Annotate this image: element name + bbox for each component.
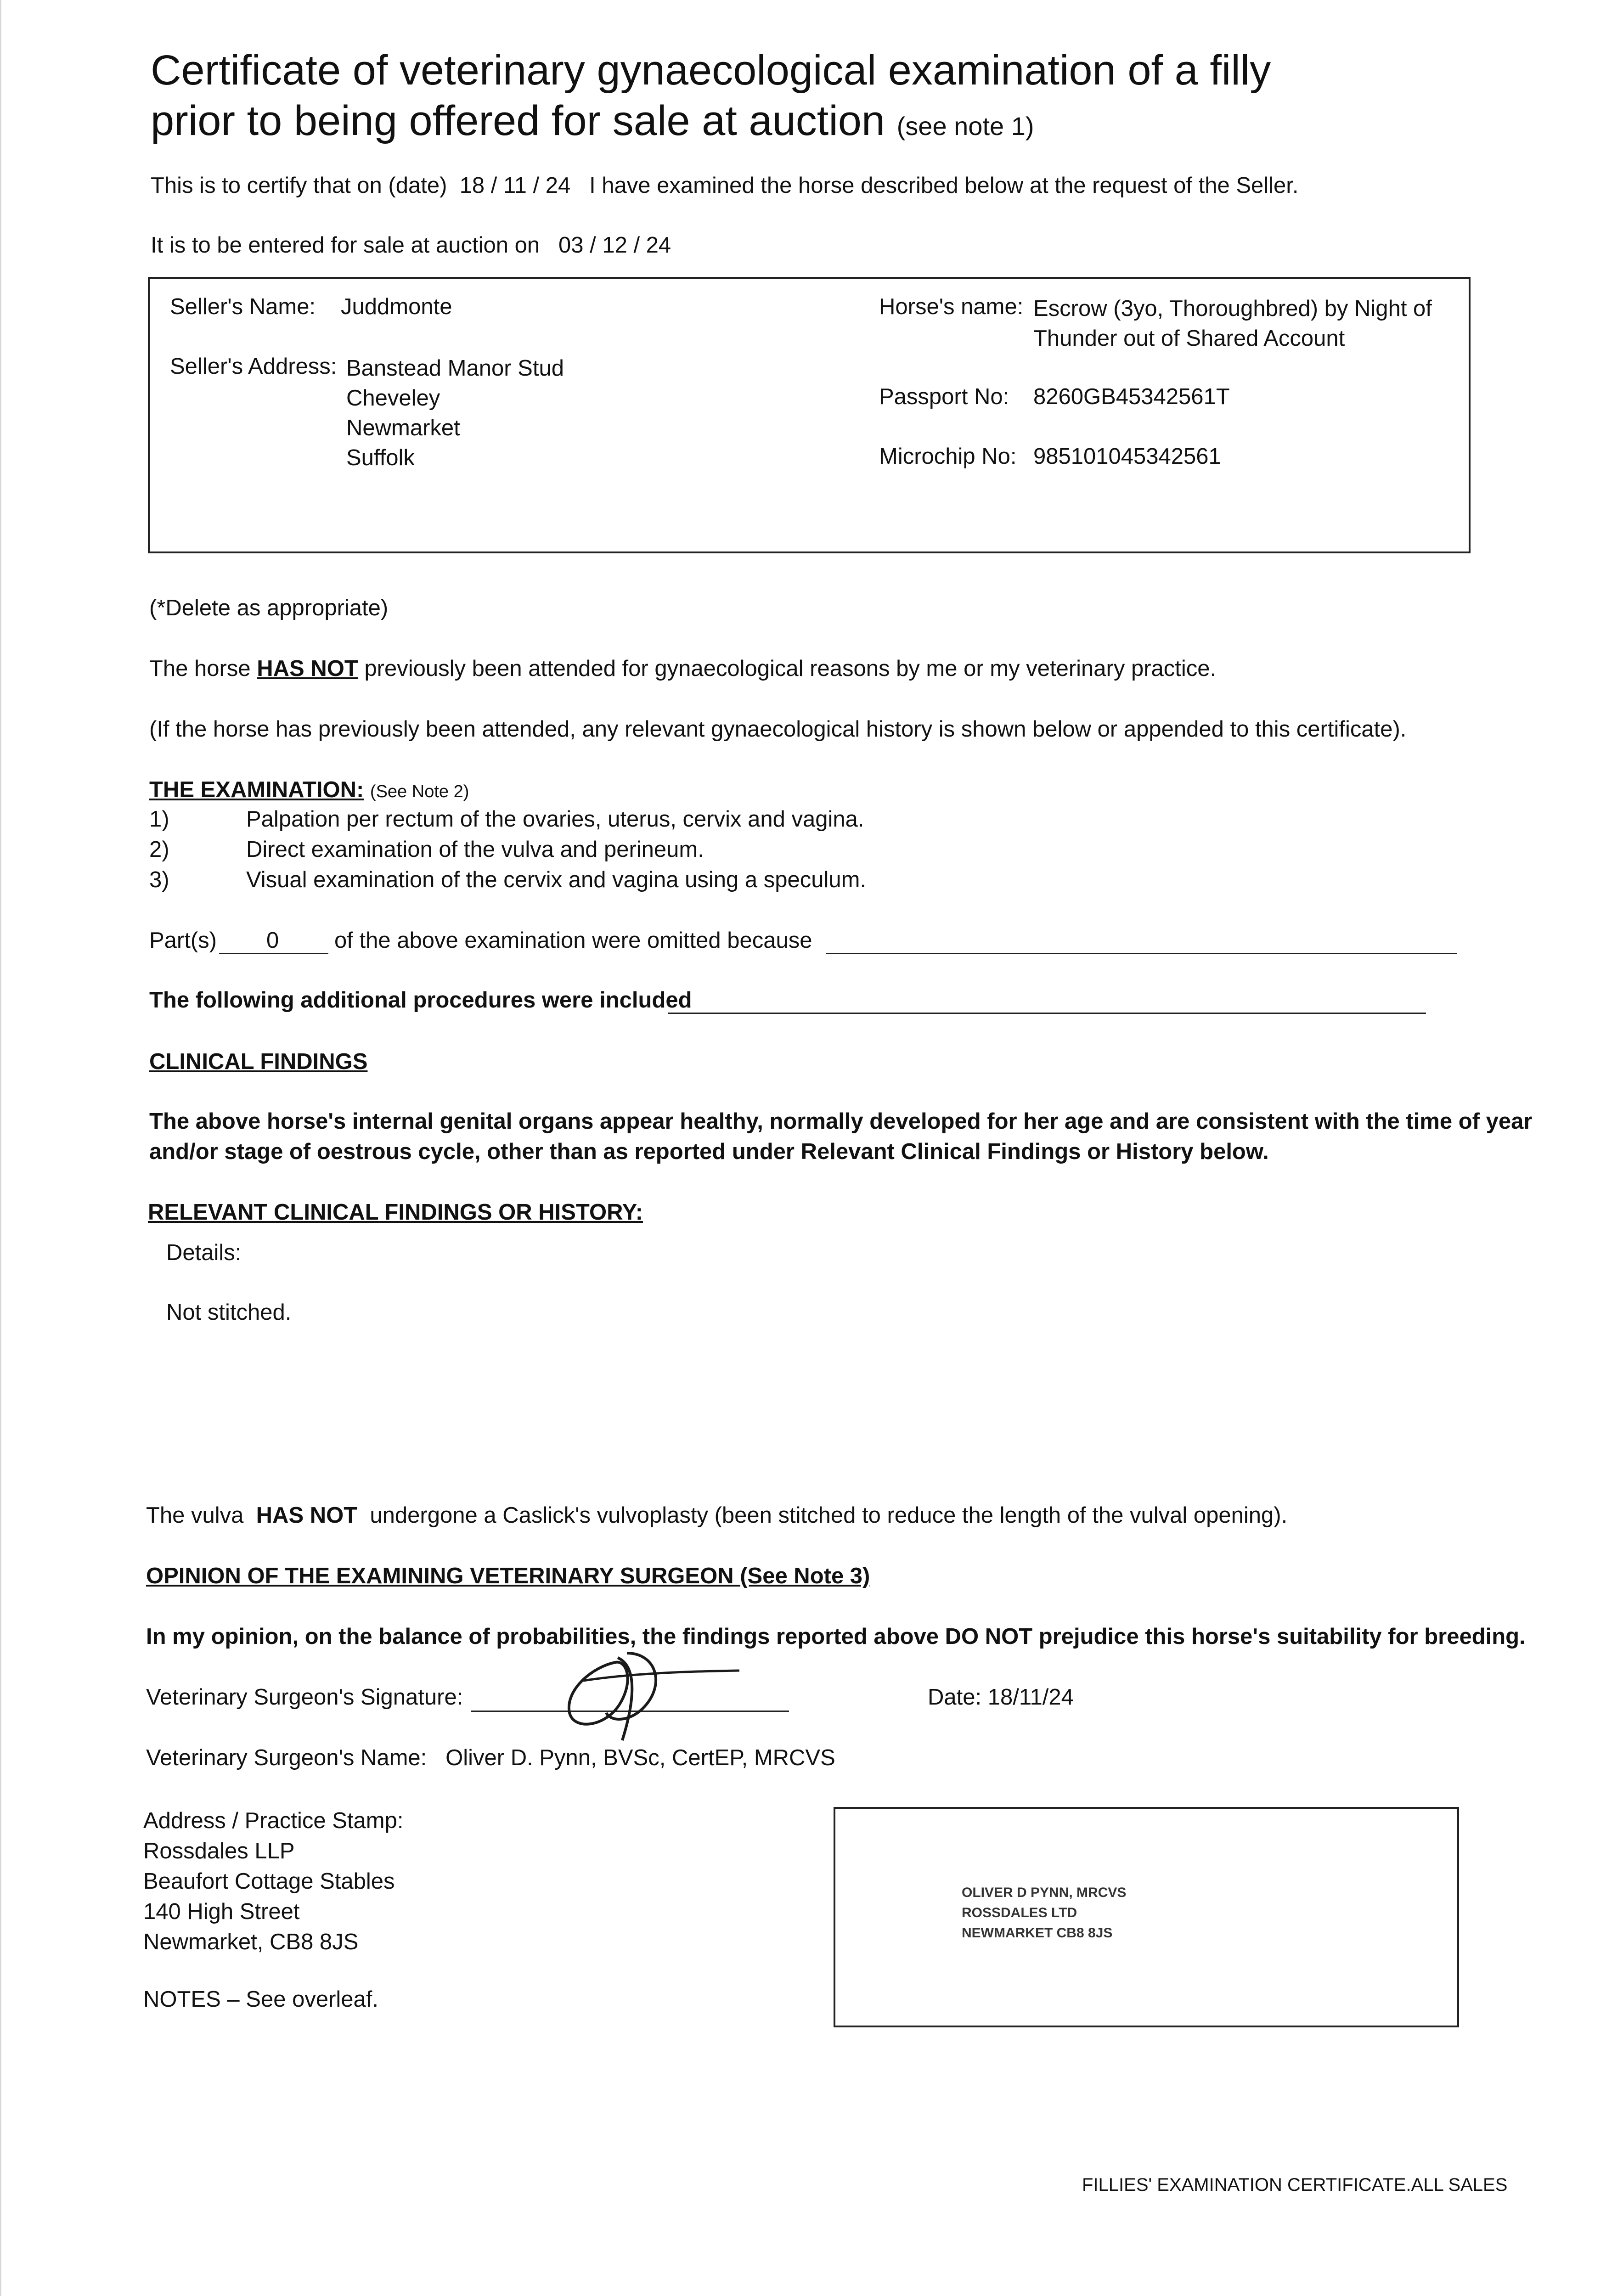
practice-address-label: Address / Practice Stamp: [143,1808,404,1833]
details-label: Details: [166,1240,242,1265]
signature-date: 18/11/24 [987,1685,1074,1710]
surgeon-name-label: Veterinary Surgeon's Name: [146,1745,427,1770]
examination-note: (See Note 2) [370,782,469,801]
passport-number: 8260GB45342561T [1033,384,1230,409]
horse-name-line-2: Thunder out of Shared Account [1033,326,1345,351]
attended-status: HAS NOT [257,656,358,681]
footer-form-name: FILLIES' EXAMINATION CERTIFICATE.ALL SALES [1082,2175,1508,2195]
delete-note: (*Delete as appropriate) [149,596,389,620]
stamp-line: NEWMARKET CB8 8JS [962,1925,1113,1941]
attended-line [149,656,1216,681]
examination-heading: THE EXAMINATION: [149,777,364,802]
certify-post: I have examined the horse described below at the request of the Seller. [589,173,1299,198]
passport-label: Passport No: [879,384,1009,409]
exam-item-num: 2) [149,837,169,862]
vulva-post: undergone a Caslick's vulvoplasty (been stitched to reduce the length of the vulval opening). [370,1503,1288,1528]
clinical-findings-line-2: and/or stage of oestrous cycle, other than as reported under Relevant Clinical Findings or History below. [149,1139,1269,1164]
seller-address-label: Seller's Address: [170,354,337,379]
scan-edge [0,0,1,2296]
additional-procedures-field-line [668,1013,1426,1014]
seller-address [346,354,564,473]
practice-address-line: 140 High Street [143,1899,300,1924]
handwritten-signature [528,1635,813,1745]
surgeon-name: Oliver D. Pynn, BVSc, CertEP, MRCVS [445,1745,835,1770]
clinical-findings-heading: CLINICAL FINDINGS [149,1049,368,1074]
practice-address-line: Newmarket, CB8 8JS [143,1930,359,1954]
microchip-label: Microchip No: [879,444,1017,469]
details-text: Not stitched. [166,1300,292,1325]
vulva-status: HAS NOT [256,1503,358,1528]
seller-address-line: Cheveley [346,386,440,411]
practice-stamp-box [834,1807,1459,2027]
auction-line [151,232,671,258]
history-note: (If the horse has previously been attended, any relevant gynaecological history is shown below or appended to this certificate). [149,717,1407,742]
auction-date: 03 / 12 / 24 [558,233,671,258]
surgeon-name-line [146,1745,835,1771]
relevant-findings-heading: RELEVANT CLINICAL FINDINGS OR HISTORY: [148,1200,643,1225]
practice-address-line: Rossdales LLP [143,1839,295,1863]
signature-label: Veterinary Surgeon's Signature: [146,1685,463,1710]
auction-pre: It is to be entered for sale at auction on [151,233,540,258]
practice-address [143,1806,403,1957]
title-line-2 [151,96,1034,152]
examination-heading-line [149,777,469,803]
clinical-findings-line-1: The above horse's internal genital organs appear healthy, normally developed for her age and are consistent with the time of year [149,1109,1533,1134]
exam-date: 18 / 11 / 24 [459,173,571,198]
opinion-text: In my opinion, on the balance of probabilities, the findings reported above DO NOT prejudice this horse's suitability for breeding. [146,1624,1526,1649]
additional-procedures-label: The following additional procedures were included [149,988,692,1013]
seller-address-line: Newmarket [346,416,460,440]
practice-stamp [962,1883,1126,1943]
practice-address-line: Beaufort Cottage Stables [143,1869,395,1894]
vulva-line [146,1503,1287,1528]
attended-pre: The horse [149,656,251,681]
stamp-line: ROSSDALES LTD [962,1905,1077,1920]
attended-post: previously been attended for gynaecological reasons by me or my veterinary practice. [364,656,1217,681]
title-line-2-text: prior to being offered for sale at auction [151,97,885,144]
omitted-parts-value: 0 [266,928,279,953]
omitted-pre: Part(s) [149,928,217,953]
exam-item-text: Palpation per rectum of the ovaries, uterus, cervix and vagina. [246,807,864,832]
certify-pre: This is to certify that on (date) [151,173,447,198]
certify-line [151,173,1299,198]
exam-item-num: 1) [149,807,169,832]
seller-address-line: Suffolk [346,445,415,470]
exam-item-text: Visual examination of the cervix and vagina using a speculum. [246,867,867,892]
stamp-line: OLIVER D PYNN, MRCVS [962,1885,1127,1900]
microchip-number: 985101045342561 [1033,444,1221,469]
horse-name-line-1: Escrow (3yo, Thoroughbred) by Night of [1033,296,1432,321]
signature-date-label: Date: [928,1685,982,1710]
vulva-pre: The vulva [146,1503,244,1528]
seller-name-label: Seller's Name: [170,294,316,319]
exam-item-num: 3) [149,867,169,892]
omitted-post: of the above examination were omitted because [334,928,812,953]
title-line-1: Certificate of veterinary gynaecological examination of a filly [151,47,1271,94]
signature-date-line [928,1684,1074,1710]
horse-name-label: Horse's name: [879,294,1024,319]
opinion-heading: OPINION OF THE EXAMINING VETERINARY SURGEON (See Note 3) [146,1564,870,1588]
exam-item-text: Direct examination of the vulva and perineum. [246,837,704,862]
omitted-reason-field-line [826,953,1457,954]
seller-name: Juddmonte [341,294,452,319]
horse-name [1033,294,1432,354]
notes-see-overleaf: NOTES – See overleaf. [143,1987,379,2012]
title-note: (see note 1) [896,112,1034,141]
seller-address-line: Banstead Manor Stud [346,356,564,381]
